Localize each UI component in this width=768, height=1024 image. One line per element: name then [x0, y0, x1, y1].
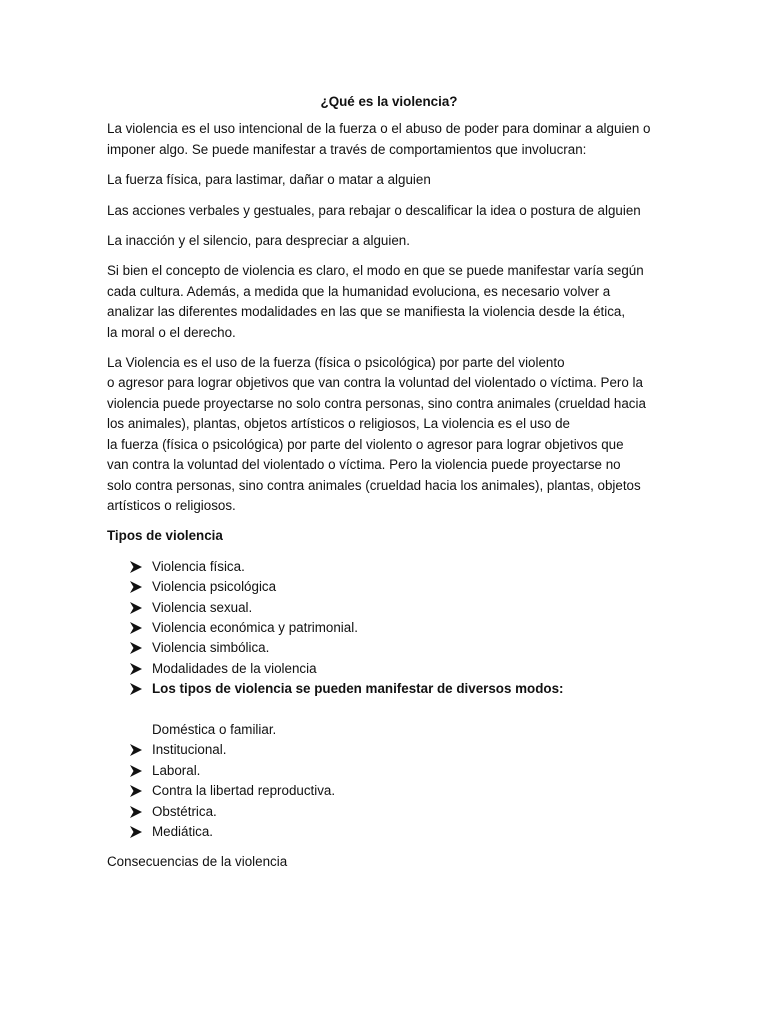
- list-item: [107, 638, 667, 658]
- definition-line: van contra la voluntad del violentado o víctima. Pero la violencia puede proyectarse no: [107, 457, 621, 473]
- culture-line: Si bien el concepto de violencia es claro, el modo en que se puede manifestar varía según: [107, 263, 644, 279]
- arrowhead-bullet-icon: [129, 577, 143, 597]
- list-item-label: Institucional.: [152, 742, 227, 758]
- arrowhead-bullet-icon: [129, 618, 143, 638]
- document-body: [107, 92, 667, 883]
- arrowhead-bullet-icon: [129, 740, 143, 760]
- item-verbal-actions: Las acciones verbales y gestuales, para rebajar o descalificar la idea o postura de alguien: [107, 202, 641, 218]
- list-item-label: Modalidades de la violencia: [152, 660, 317, 676]
- types-heading: Tipos de violencia: [107, 528, 223, 544]
- list-spacer: [107, 700, 667, 720]
- arrowhead-bullet-icon: [129, 802, 143, 822]
- intro-line: imponer algo. Se puede manifestar a través de comportamientos que involucran:: [107, 141, 587, 157]
- list-item-label: Violencia simbólica.: [152, 640, 270, 656]
- arrowhead-bullet-icon: [129, 679, 143, 699]
- list-item: [107, 802, 667, 822]
- arrowhead-bullet-icon: [129, 822, 143, 842]
- list-item-label: Doméstica o familiar.: [152, 721, 277, 737]
- list-item-label: Violencia psicológica: [152, 579, 277, 595]
- list-item: [107, 577, 667, 597]
- arrowhead-bullet-icon: [129, 761, 143, 781]
- list-item-label: Laboral.: [152, 762, 201, 778]
- item-physical-force: La fuerza física, para lastimar, dañar o matar a alguien: [107, 172, 431, 188]
- definition-line: o agresor para lograr objetivos que van contra la voluntad del violentado o víctima. Pero la: [107, 375, 643, 391]
- definition-line: solo contra personas, sino contra animales (crueldad hacia los animales), plantas, objetos: [107, 477, 641, 493]
- culture-line: analizar las diferentes modalidades en las que se manifiesta la violencia desde la ética,: [107, 304, 626, 320]
- item-inaction: La inacción y el silencio, para despreciar a alguien.: [107, 233, 410, 249]
- culture-line: la moral o el derecho.: [107, 324, 236, 340]
- list-item: [107, 557, 667, 577]
- arrowhead-bullet-icon: [129, 557, 143, 577]
- culture-paragraph: [107, 261, 667, 343]
- list-item-label: Violencia sexual.: [152, 599, 253, 615]
- list-item: [107, 822, 667, 842]
- document-title: ¿Qué es la violencia?: [320, 94, 458, 109]
- list-item: [107, 598, 667, 618]
- definition-paragraph: [107, 353, 667, 516]
- list-item: [107, 720, 667, 740]
- list-item-label: Contra la libertad reproductiva.: [152, 783, 336, 799]
- definition-line: los animales), plantas, objetos artísticos o religiosos, La violencia es el uso de: [107, 416, 570, 432]
- modes-heading: Los tipos de violencia se pueden manifestar de diversos modos:: [152, 681, 564, 697]
- arrowhead-bullet-icon: [129, 598, 143, 618]
- list-item: [107, 659, 667, 679]
- intro-line: La violencia es el uso intencional de la fuerza o el abuso de poder para dominar a alguien o: [107, 121, 651, 137]
- culture-line: cada cultura. Además, a medida que la humanidad evoluciona, es necesario volver a: [107, 283, 611, 299]
- definition-line: artísticos o religiosos.: [107, 497, 236, 513]
- list-item: [107, 781, 667, 801]
- definition-line: La Violencia es el uso de la fuerza (física o psicológica) por parte del violento: [107, 355, 565, 371]
- list-item: [107, 679, 667, 699]
- list-item-label: Violencia económica y patrimonial.: [152, 619, 358, 635]
- list-item: [107, 761, 667, 781]
- definition-line: violencia puede proyectarse no solo contra personas, sino contra animales (crueldad hacia: [107, 395, 646, 411]
- arrowhead-bullet-icon: [129, 638, 143, 658]
- arrowhead-bullet-icon: [129, 659, 143, 679]
- list-item-label: Violencia física.: [152, 558, 245, 574]
- intro-paragraph: [107, 119, 667, 160]
- list-item: [107, 618, 667, 638]
- list-item-label: Mediática.: [152, 823, 214, 839]
- types-list: [107, 557, 667, 843]
- list-item: [107, 740, 667, 760]
- consequences-heading: Consecuencias de la violencia: [107, 854, 288, 870]
- definition-line: la fuerza (física o psicológica) por parte del violento o agresor para lograr objetivos que: [107, 436, 624, 452]
- arrowhead-bullet-icon: [129, 781, 143, 801]
- list-item-label: Obstétrica.: [152, 803, 217, 819]
